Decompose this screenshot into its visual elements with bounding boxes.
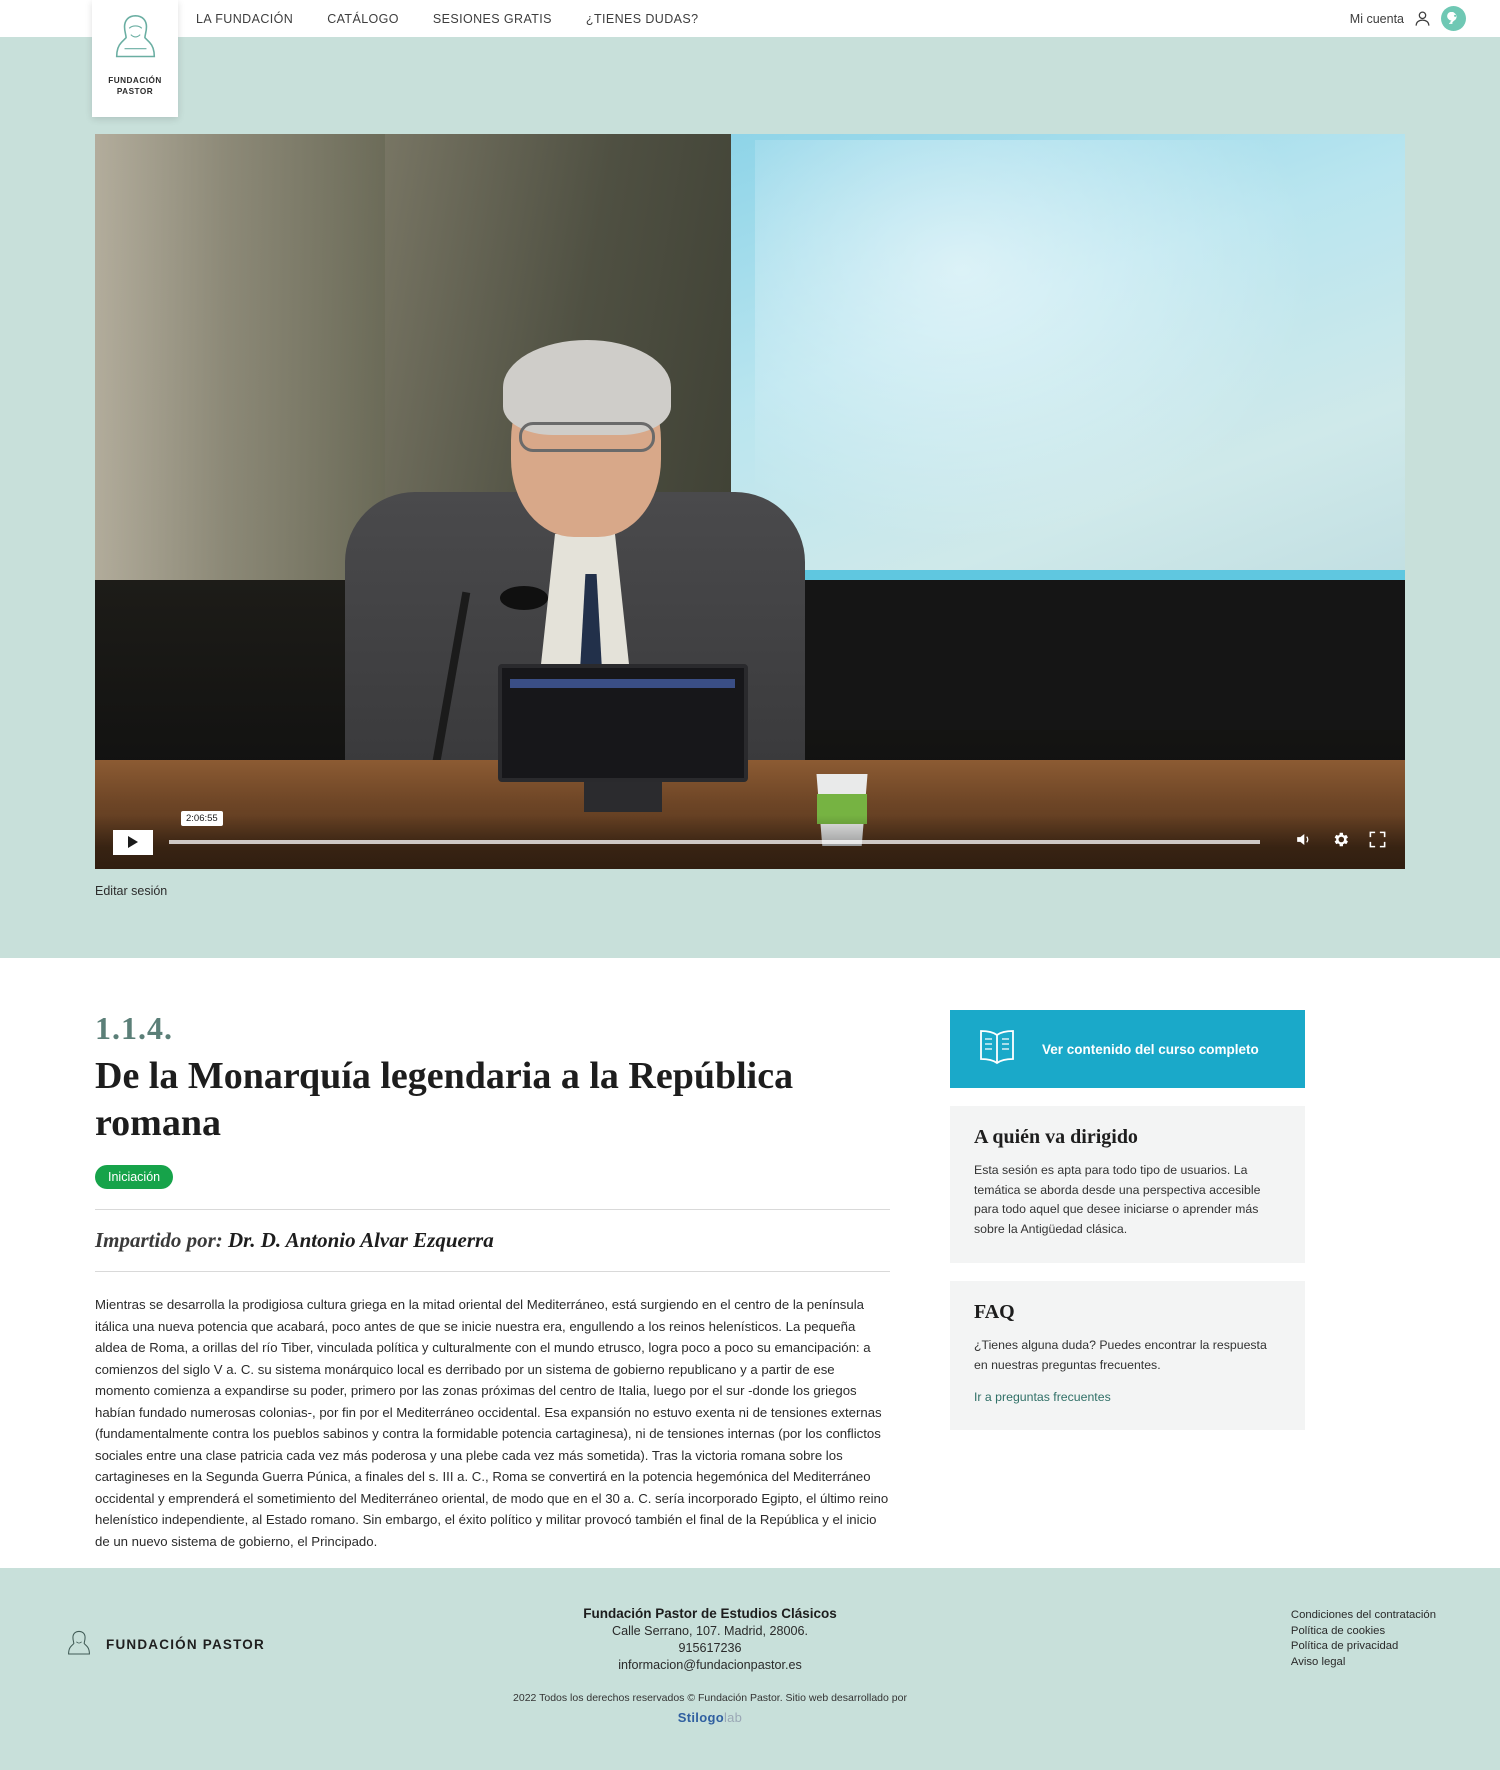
taught-by-label: Impartido por: [95,1228,223,1252]
person-icon[interactable] [1413,9,1432,28]
footer-developer[interactable] [430,1710,990,1725]
bust-statue-icon [112,11,159,66]
developer-name: Stilogo [677,1710,724,1725]
video-controls [95,815,1405,869]
session-description: Mientras se desarrolla la prodigiosa cultura griega en la mitad oriental del Mediterráneo, está surgiendo en el centro de la península itálica una nueva potencia que acabará, poco antes de que se inicie nuestra era, engullendo a los reinos helenísticos. La pequeña aldea de Roma, a orillas del río Tiber, vinculada política y culturalmente con el mundo etrusco, logra poco a poco su emancipación: a comienzos del siglo V a. C. su sistema monárquico local es derribado por un sistema de gobierno republicano y a partir de ese momento comienza a expandirse su poder, primero por las zonas próximas del centro de Italia, luego por el sur -donde los griegos habían fundado numerosas colonias-, por fin por el Mediterráneo occidental. Esa expansión no estuvo exenta ni de tensiones externas (fundamentalmente contra los pueblos sabinos y contra la formidable potencia cartaginesa), ni de tensiones internas (por los conflictos sociales entre una clase patricia cada vez más poderosa y una plebe cada vez más sometida). Tras la victoria romana sobre los cartagineses en la Segunda Guerra Púnica, a finales del s. III a. C., Roma se convertirá en la potencia hegemónica del Mediterráneo occidental y emprenderá el sometimiento del Mediterráneo oriental, de modo que en el 30 a. C. sería incorporado Egipto, el último reino helenístico independiente, al Estado romano. Sin embargo, el éxito político y militar provocó también el final de la República y el inicio de un nuevo sistema de gobierno, el Principado. [95,1297,889,1549]
volume-icon[interactable] [1294,830,1313,854]
main-nav [196,12,699,26]
footer-links [1291,1606,1440,1670]
footer-link-cookies[interactable]: Política de cookies [1290,1624,1386,1637]
site-header [0,0,1500,96]
footer-org-name: Fundación Pastor de Estudios Clásicos [583,1606,837,1621]
footer-link-aviso-legal[interactable]: Aviso legal [1290,1655,1346,1668]
faq-body: ¿Tienes alguna duda? Puedes encontrar la respuesta en nuestras preguntas frecuentes. [974,1338,1267,1372]
nav-item-tienes-dudas[interactable]: ¿TIENES DUDAS? [585,11,699,26]
footer-email[interactable]: informacion@fundacionpastor.es [618,1658,802,1672]
developer-suffix: lab [723,1710,743,1725]
footer-logo-text: FUNDACIÓN PASTOR [106,1636,265,1652]
key-icon[interactable] [1441,6,1466,31]
teacher-name: Dr. D. Antonio Alvar Ezquerra [228,1228,494,1252]
divider-bottom [95,1271,890,1272]
video-wrapper [95,134,1405,898]
fullscreen-icon[interactable] [1368,830,1387,854]
logo-text [108,75,162,97]
site-logo-card[interactable] [92,0,178,117]
footer-address: Calle Serrano, 107. Madrid, 28006. [611,1624,809,1638]
footer-link-privacidad[interactable]: Política de privacidad [1290,1640,1399,1652]
video-time-label: 2:06:55 [181,811,223,826]
open-book-icon [972,1027,1022,1072]
main-content [95,958,1405,1597]
audience-title: A quién va dirigido [974,1126,1138,1148]
divider-top [95,1209,890,1210]
faq-link[interactable]: Ir a preguntas frecuentes [974,1390,1111,1404]
taught-by [95,1228,890,1253]
logo-line-1: FUNDACIÓN [108,76,162,85]
status-badge: Iniciación [95,1165,173,1189]
account-label[interactable]: Mi cuenta [1349,11,1404,26]
session-detail-column [95,1010,930,1597]
gear-icon[interactable] [1331,830,1350,854]
page-title: De la Monarquía legendaria a la República romana [95,1055,794,1144]
video-player[interactable] [95,134,1405,869]
logo-line-2: PASTOR [116,87,154,96]
nav-item-catalogo[interactable]: CATÁLOGO [327,11,399,26]
footer-logo[interactable] [60,1606,430,1660]
video-progress-bar[interactable] [169,813,1260,844]
view-full-course-button[interactable] [950,1010,1305,1088]
footer-contact [430,1606,990,1725]
faq-card [950,1281,1305,1430]
nav-item-la-fundacion[interactable]: LA FUNDACIÓN [196,11,294,26]
site-footer [0,1568,1500,1770]
audience-body: Esta sesión es apta para todo tipo de usuarios. La temática se aborda desde una perspectiva accesible para todo aquel que desee iniciarse o aprender más sobre la Antigüedad clásica. [974,1163,1261,1236]
play-icon[interactable] [113,830,153,855]
faq-title: FAQ [974,1301,1015,1323]
footer-copyright: 2022 Todos los derechos reservados © Fundación Pastor. Sitio web desarrollado por [513,1692,907,1704]
edit-session-link[interactable]: Editar sesión [95,884,168,898]
bust-statue-icon [66,1628,92,1660]
view-full-course-label: Ver contenido del curso completo [1042,1041,1259,1057]
hero-section [0,37,1500,958]
nav-item-sesiones-gratis[interactable]: SESIONES GRATIS [432,11,552,26]
video-frame-image [95,134,1405,869]
footer-phone[interactable]: 915617236 [678,1641,742,1655]
session-number: 1.1.4. [95,1010,173,1046]
footer-link-condiciones[interactable]: Condiciones del contratación [1290,1609,1436,1621]
header-account-area [1350,0,1466,37]
audience-card [950,1106,1305,1263]
sidebar-column [950,1010,1305,1597]
